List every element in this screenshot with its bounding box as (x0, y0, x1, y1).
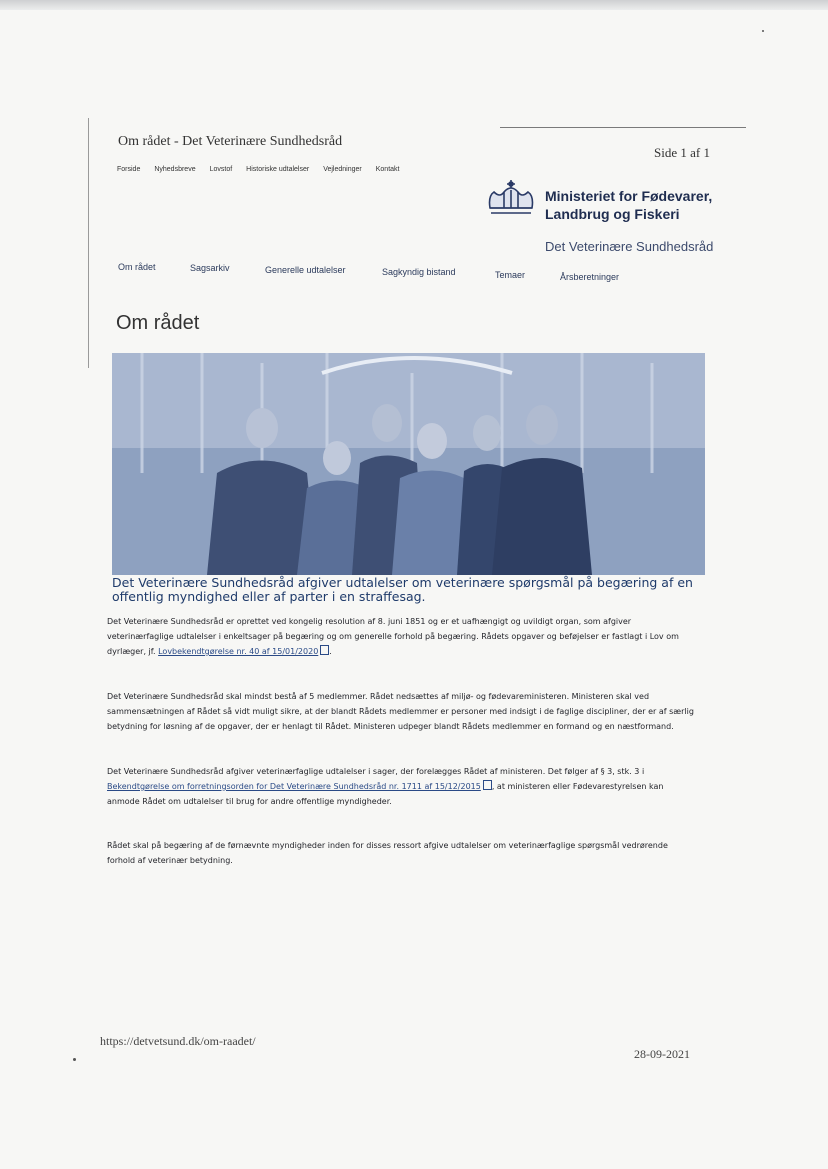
ministry-name (545, 187, 712, 223)
paragraph-3-end: , at ministeren eller Fødevarestyrelsen kan anmode Rådet om udtalelser til brug for andre offentlige myndigheder. (107, 782, 664, 806)
print-page-number: Side 1 af 1 (654, 145, 710, 160)
lead-text: Det Veterinære Sundhedsråd afgiver udtalelser om veterinære spørgsmål på begæring af en offentlig myndighed eller af parter i en straffesag. (112, 575, 693, 604)
main-nav (118, 262, 638, 284)
main-nav-generelle-udtalelser[interactable]: Generelle udtalelser (265, 265, 346, 275)
scan-speck (73, 1058, 76, 1061)
ministry-line-1: Ministeriet for Fødevarer, (545, 188, 713, 204)
document-icon (320, 645, 329, 655)
top-nav-historiske[interactable]: Historiske udtalelser (246, 166, 310, 173)
top-nav-kontakt[interactable]: Kontakt (375, 166, 400, 173)
paragraph-4: Rådet skal på begæring af de førnævnte myndigheder inden for disses ressort afgive udtalelser om veterinærfaglige spørgsmål vedrørende forhold af veterinær betydning. (107, 841, 668, 865)
footer-date: 28-09-2021 (634, 1047, 690, 1061)
paragraph-1-text: Det Veterinære Sundhedsråd er oprettet ved kongelig resolution af 8. juni 1851 og er et uafhængigt og uvildigt organ, som afgiver veterinærfaglige udtalelser i enkeltsager på begæring og om generelle forhold på begæring. Rådets opgaver og beføjelser er fastlagt i Lov om dyrlæger, jf. (107, 617, 679, 656)
council-group-photo (112, 353, 705, 575)
footer-url: https://detvetsund.dk/om-raadet/ (100, 1034, 256, 1048)
main-nav-aarsberetninger[interactable]: Årsberetninger (560, 272, 620, 282)
main-nav-sagkyndig-bistand[interactable]: Sagkyndig bistand (382, 267, 456, 277)
paragraph-2: Det Veterinære Sundhedsråd skal mindst bestå af 5 medlemmer. Rådet nedsættes af miljø- og fødevareministeren. Ministeren skal ved sammensætningen af Rådet så vidt muligt sikre, at der blandt Rådets medlemmer er personer med indsigt i de faglige discipliner, der er af særlig betydning for løsning af de opgaver, der er henlagt til Rådet. Ministeren udpeger blandt Rådets medlemmer en formand og en næstformand. (107, 692, 694, 731)
lovbekendtgoerelse-link[interactable]: Lovbekendtgørelse nr. 40 af 15/01/2020 (158, 647, 319, 656)
page-title: Om rådet (116, 312, 200, 334)
top-nav-lovstof[interactable]: Lovstof (209, 166, 233, 173)
top-nav (117, 166, 399, 173)
main-nav-om-raadet[interactable]: Om rådet (118, 262, 156, 272)
top-nav-vejledninger[interactable]: Vejledninger (323, 166, 362, 173)
ministry-line-2: Landbrug og Fiskeri (545, 206, 680, 222)
paragraph-3 (107, 764, 697, 809)
paragraph-1 (107, 614, 697, 659)
main-nav-sagsarkiv[interactable]: Sagsarkiv (190, 263, 230, 273)
group-photo-image (112, 353, 705, 575)
main-nav-temaer[interactable]: Temaer (495, 270, 526, 280)
print-header-title: Om rådet - Det Veterinære Sundhedsråd (118, 134, 343, 149)
scan-speck (762, 30, 764, 32)
margin-rule (88, 118, 89, 368)
document-icon (483, 780, 492, 790)
council-name: Det Veterinære Sundhedsråd (545, 239, 714, 254)
top-nav-forside[interactable]: Forside (117, 166, 141, 173)
paragraph-3-text: Det Veterinære Sundhedsråd afgiver veterinærfaglige udtalelser i sager, der forelægges Rådet af ministeren. Det følger af § 3, stk. 3 i (107, 767, 645, 776)
header-rule (500, 127, 746, 128)
bekendtgoerelse-link[interactable]: Bekendtgørelse om forretningsorden for Det Veterinære Sundhedsråd nr. 1711 af 15/12/2015 (107, 782, 481, 791)
paragraph-1-end: . (329, 647, 332, 656)
crown-logo-icon[interactable] (484, 178, 538, 218)
top-nav-nyhedsbreve[interactable]: Nyhedsbreve (154, 166, 196, 173)
